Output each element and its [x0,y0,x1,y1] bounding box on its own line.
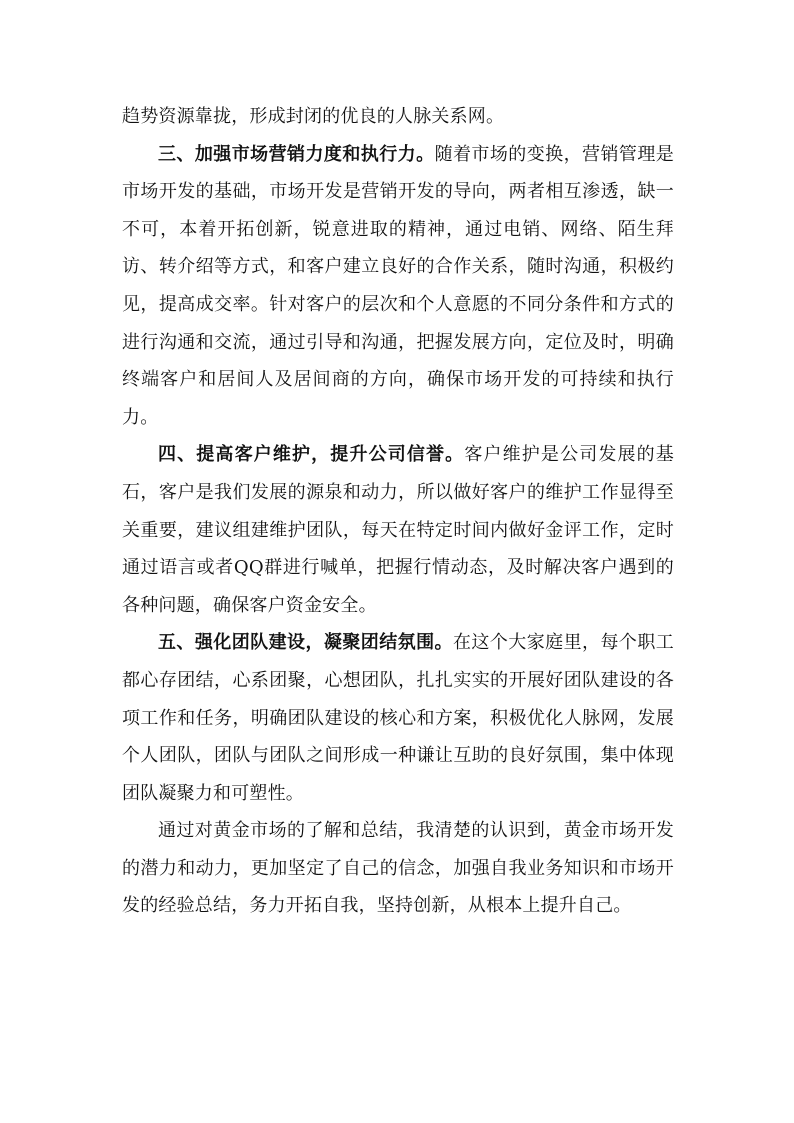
paragraph-conclusion [122,812,674,925]
paragraph-body: 在这个大家庭里，每个职工都心存团结，心系团聚，心想团队，扎扎实实的开展好团队建设的各项工作和任务，明确团队建设的核心和方案，积极优化人脉网，发展个人团队，团队与团队之间形成一种谦让互助的良好氛围，集中体现团队凝聚力和可塑性。 [122,632,675,804]
paragraph-body: 趋势资源靠拢，形成封闭的优良的人脉关系网。 [122,106,505,127]
paragraph-continuation [122,98,674,136]
section-four-heading: 四、提高客户维护，提升公司信誉。 [158,444,465,466]
paragraph-body: 通过对黄金市场的了解和总结，我清楚的认识到，黄金市场开发的潜力和动力，更加坚定了自己的信念，加强自我业务知识和市场开发的经验总结，务力开拓自我，坚持创新，从根本上提升自己。 [122,820,674,917]
paragraph-body: 随着市场的变换，营销管理是市场开发的基础，市场开发是营销开发的导向，两者相互渗透，缺一不可，本着开拓创新，锐意进取的精神，通过电销、网络、陌生拜访、转介绍等方式，和客户建立良好的合作关系，随时沟通，积极约见，提高成交率。针对客户的层次和个人意愿的不同分条件和方式的进行沟通和交流，通过引导和沟通，把握发展方向，定位及时，明确终端客户和居间人及居间商的方向，确保市场开发的可持续和执行力。 [122,143,675,428]
section-three-heading: 三、加强市场营销力度和执行力。 [158,143,435,165]
paragraph-section-three [122,136,674,437]
paragraph-section-four [122,436,674,624]
paragraph-body: 客户维护是公司发展的基石，客户是我们发展的源泉和动力，所以做好客户的维护工作显得至关重要，建议组建维护团队，每天在特定时间内做好金评工作，定时通过语言或者QQ群进行喊单，把握行情动态，及时解决客户遇到的各种问题，确保客户资金安全。 [122,444,675,616]
paragraph-section-five [122,624,674,812]
document-body [122,98,674,925]
section-five-heading: 五、强化团队建设，凝聚团结氛围。 [158,632,453,654]
